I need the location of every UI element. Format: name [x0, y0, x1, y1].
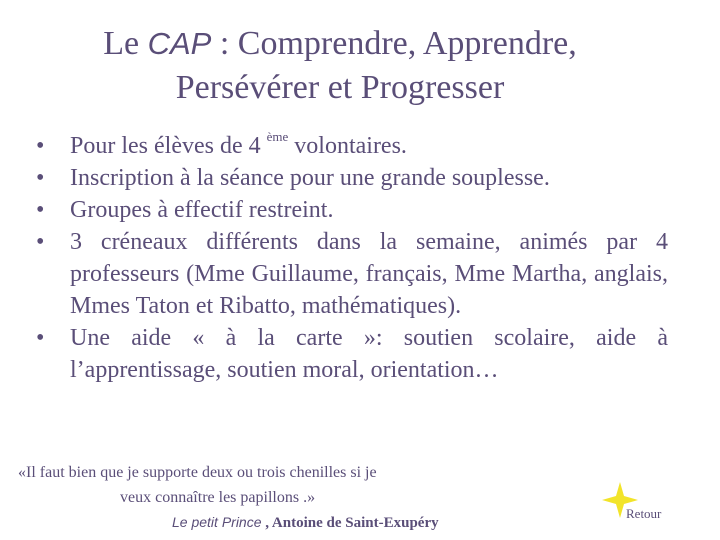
superscript-eme: ème: [266, 129, 289, 144]
quote-line-2: veux connaître les papillons .»: [120, 489, 316, 506]
title-line1-rest: : Comprendre, Apprendre,: [211, 25, 577, 62]
bullet-list: [36, 130, 668, 386]
bullet-text: 3 créneaux différents dans la semaine, animés par 4 professeurs (Mme Guillaume, français, Mme Martha, anglais, Mmes Taton et Ribatto, mathématiques).: [70, 229, 668, 319]
quote-attribution: [172, 514, 439, 532]
title-line-2: Persévérer et Progresser: [175, 69, 505, 106]
bullet-text: Pour les élèves de 4: [70, 133, 267, 159]
bullet-icon: •: [36, 133, 45, 159]
retour-label[interactable]: Retour: [626, 506, 662, 521]
bullet-icon: •: [36, 229, 45, 255]
bullet-icon: •: [36, 325, 45, 351]
bullet-item-groupes: [36, 194, 668, 226]
quote-line-1: «Il faut bien que je supporte deux ou trois chenilles si je: [18, 464, 377, 481]
bullet-text: Inscription à la séance pour une grande souplesse.: [70, 165, 550, 191]
bullet-item-students: [36, 130, 668, 162]
title-prefix: Le: [103, 25, 148, 62]
quote: [18, 460, 488, 510]
bullet-icon: •: [36, 197, 45, 223]
author-name: , Antoine de Saint-Exupéry: [261, 515, 439, 531]
slide-title: [0, 22, 680, 110]
bullet-icon: •: [36, 165, 45, 191]
bullet-item-creneaux: [36, 226, 668, 322]
bullet-text: Une aide « à la carte »: soutien scolaire, aide à l’apprentissage, soutien moral, orientation…: [70, 325, 668, 383]
bullet-item-inscription: [36, 162, 668, 194]
bullet-text-end: volontaires.: [288, 133, 407, 159]
bullet-item-aide: [36, 322, 668, 386]
retour-button[interactable]: [600, 478, 690, 528]
bullet-text: Groupes à effectif restreint.: [70, 197, 334, 223]
title-line-1: [0, 22, 680, 66]
title-cap: CAP: [147, 26, 212, 61]
book-title: Le petit Prince: [172, 514, 262, 530]
